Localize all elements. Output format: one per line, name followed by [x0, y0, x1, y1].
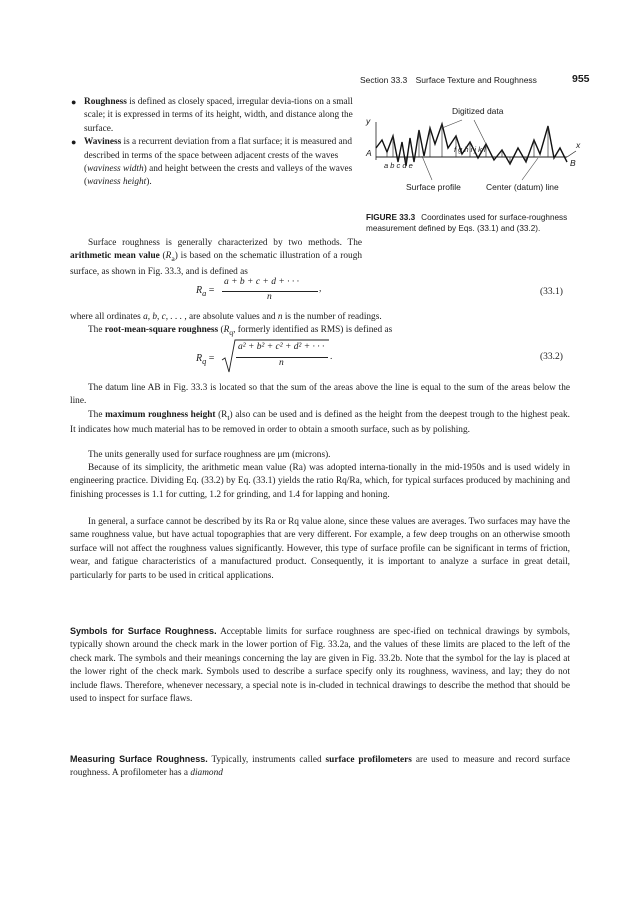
section-heading: Measuring Surface Roughness.: [70, 754, 208, 764]
text: (R: [215, 410, 228, 420]
text: are used to measure and record surface roughness. A profilometer has a: [70, 755, 570, 779]
text: Acceptable limits for surface roughness are spec-ified on technical drawings by symbols, typically shown around the check mark in the lower portion of Fig. 33.2a, and the values of these limits are placed to the left of the check mark. The symbols and their meanings concerning the lay are given in Fig. 33.2b. Note that the symbol for the lay is placed at the lower right of the check mark. Symbols used to describe a surface specify only its roughness, waviness, and lay; they do not include flaws. Therefore, whenever necessary, a special note is in-cluded in technical drawings to describe the method that should be used to inspect for surface flaws.: [70, 627, 571, 705]
text: The: [88, 410, 106, 420]
list-item: [70, 136, 362, 190]
equation-comma: .: [330, 352, 333, 362]
paragraph: In general, a surface cannot be described by its Ra or Rq value alone, since these values are averages. Two surfaces may have the same roughness value, but have actual topographies that are very different. For example, a few deep troughs on an otherwise smooth surface will not affect the roughness values significantly. However, this type of surface profile can be significant in terms of friction, wear, and fatigue characteristics of a manufactured product. Consequently, it is important to analyze a surface in great detail, particularly for parts to be used in critical applications.: [70, 517, 570, 581]
definition-text: is defined as closely spaced, irregular devia-tions on a small scale; it is expressed in terms of its height, width, and distance along the surface.: [84, 97, 353, 134]
bold-term: arithmetic mean value: [70, 251, 160, 262]
eq-symbol: R: [196, 285, 203, 296]
page-number: 955: [572, 73, 590, 85]
paragraph: [70, 237, 362, 279]
profile-diagram: [362, 100, 584, 210]
eq-symbol: R: [196, 353, 203, 364]
italic-text: diamond: [190, 768, 223, 779]
leader-line: [422, 156, 432, 180]
paragraph: [70, 409, 570, 438]
x-axis-label: x: [576, 140, 581, 150]
figure-title: Digitized data: [452, 106, 504, 116]
paragraph: Because of its simplicity, the arithmetic mean value (Ra) was adopted interna-tionally in the mid-1950s and is used widely in engineering practice. Dividing Eq. (33.2) by Eq. (33.1) yields the ratio Rq/Ra, which, for typical surfaces produced by machining and finishing processes is 1.1 for cutting, 1.2 for grinding, and 1.4 for lapping and honing.: [70, 463, 570, 500]
definition-text: ).: [146, 177, 152, 188]
ordinate-letters-lower: a b c d e: [384, 161, 413, 170]
paragraph: [70, 324, 570, 339]
point-a-label: A: [366, 148, 372, 158]
bullet-icon: ●: [71, 97, 77, 107]
figure-33-3: [362, 100, 584, 210]
text: The: [88, 325, 105, 335]
equation-33-1-numerator: a + b + c + d + · · ·: [224, 277, 299, 287]
paragraph: [70, 753, 570, 781]
text: Surface roughness is generally characterized by two methods. The: [88, 238, 362, 248]
figure-caption: [366, 212, 588, 234]
x-axis-pointer: [567, 151, 576, 157]
surface-profile-label: Surface profile: [406, 182, 461, 192]
eq-subscript: a: [202, 289, 207, 298]
equation-33-1-lhs: $R_a$ =: [196, 285, 215, 298]
eq-subscript: q: [202, 357, 207, 366]
italic-text: n: [277, 312, 283, 322]
paragraph: [70, 625, 570, 706]
equation-33-2-numerator: a² + b² + c² + d² + · · ·: [238, 342, 325, 352]
ordinate-letters-upper: f g h i j k l: [454, 145, 486, 154]
paragraph: [70, 311, 570, 324]
equation-33-2-lhs: $R_q$ =: [196, 353, 215, 366]
equation-33-1-denominator: n: [267, 292, 272, 302]
text: where all ordinates: [70, 312, 144, 322]
caption-text: Coordinates used for surface-roughness measurement defined by Eqs. (33.1) and (33.2).: [366, 213, 568, 233]
equation-33-2-denominator: n: [279, 358, 284, 368]
equation-number: (33.2): [540, 352, 563, 362]
section-title: Surface Texture and Roughness: [415, 75, 537, 85]
equation-comma: ,: [319, 284, 322, 294]
italic-term: waviness height: [87, 177, 147, 188]
subscript: a: [171, 254, 175, 264]
bold-term: maximum roughness height: [105, 410, 216, 420]
italic-term: waviness width: [87, 164, 144, 175]
equation-number: (33.1): [540, 287, 563, 297]
text: Typically, instruments called: [207, 755, 326, 765]
bullet-icon: ●: [71, 137, 77, 148]
bold-term: root-mean-square roughness: [104, 325, 219, 335]
paragraph: The datum line AB in Fig. 33.3 is located so that the sum of the areas above the line is equal to the sum of the areas below the line.: [70, 383, 570, 407]
text: (: [218, 325, 224, 335]
figure-number: FIGURE 33.3: [366, 213, 416, 222]
symbol: R: [223, 325, 230, 335]
text: ) also can be used and is defined as the height from the deepest trough to the highest peak. It indicates how much material has to be removed in order to obtain a smooth surface, such as by polishing.: [70, 410, 570, 436]
text: ) is based on the schematic illustration of a rough surface, as shown in Fig. 33.3, and is defined as: [70, 251, 362, 277]
symbol: R: [165, 251, 172, 262]
text: is the number of readings.: [282, 312, 382, 322]
section-number: Section 33.3: [360, 75, 408, 85]
definition-list: [70, 96, 362, 190]
datum-line-label: Center (datum) line: [486, 182, 559, 192]
list-item: [70, 96, 362, 136]
subscript: q: [229, 327, 234, 337]
definition-text: is a recurrent deviation from a flat surface; it is measured and described in terms of the space between adjacent crests of the waves (: [84, 137, 352, 175]
italic-text: a, b, c, . . . ,: [143, 312, 187, 322]
subscript: t: [227, 412, 230, 422]
running-header: [360, 75, 570, 85]
term-waviness: Waviness: [84, 137, 122, 148]
term-roughness: Roughness: [84, 97, 127, 107]
bold-term: surface profilometers: [325, 755, 412, 765]
leader-line: [442, 120, 462, 128]
text: , formerly identified as RMS) is defined as: [233, 325, 393, 335]
text: (: [159, 251, 166, 262]
leader-line: [474, 120, 486, 144]
paragraph: The units generally used for surface roughness are μm (microns).: [88, 450, 331, 460]
text: are absolute values and: [186, 312, 278, 322]
point-b-label: B: [570, 158, 576, 168]
leader-line: [522, 158, 538, 180]
section-heading: Symbols for Surface Roughness.: [70, 626, 217, 636]
y-axis-label: y: [366, 116, 371, 126]
definition-text: ) and height between the crests and valleys of the waves (: [84, 164, 353, 188]
